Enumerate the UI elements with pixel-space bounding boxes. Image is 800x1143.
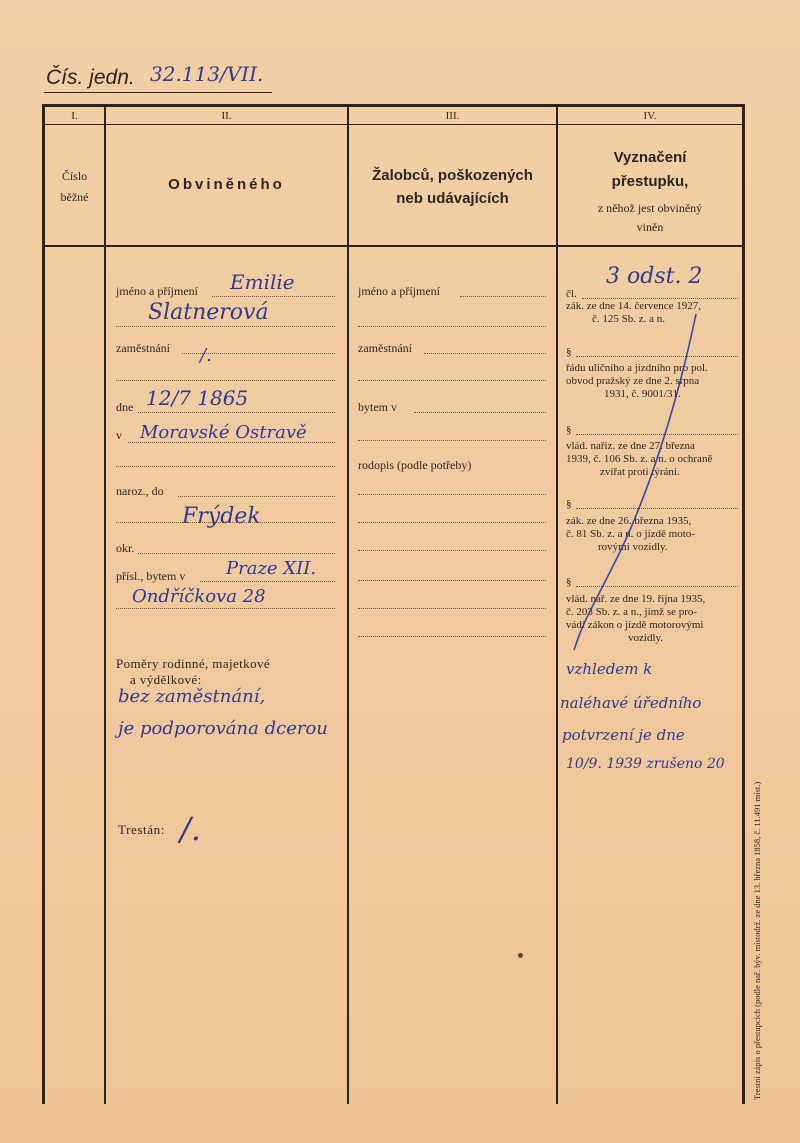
law4-line-1: zák. ze dne 26. března 1935,: [566, 515, 692, 527]
plaintiff-residence-line: [414, 412, 546, 413]
col-title-4: Vyznačení přestupku,: [611, 149, 689, 190]
accused-street-line: [116, 608, 335, 609]
offence-note-3: potvrzení je dne: [562, 726, 685, 744]
accused-born-line-2: [116, 522, 335, 523]
plaintiff-biography-label: rodopis (podle potřeby): [358, 458, 472, 472]
numbers-row-divider: [42, 124, 745, 125]
law4-line-2: č. 81 Sb. z. a n. o jízdě moto-: [566, 528, 695, 540]
law2-line-2: obvod pražský ze dne 2. srpna: [566, 375, 700, 387]
plaintiff-employment-label: zaměstnání: [358, 341, 412, 355]
strike-through-line: [556, 300, 746, 660]
accused-employment-label: zaměstnání: [116, 341, 170, 355]
plaintiff-name-line: [460, 296, 546, 297]
law5-line-1: vlád. nař. ze dne 19. října 1935,: [566, 593, 706, 605]
file-number-value: 32.113/VII.: [150, 62, 264, 86]
accused-circumstances-label-2: a výdělkové:: [130, 672, 202, 687]
law2-section-symbol: §: [566, 346, 572, 358]
law4-section-symbol: §: [566, 498, 572, 510]
file-number-label: Čís. jedn.: [46, 66, 135, 89]
accused-residence-city: Praze XII.: [226, 558, 317, 579]
col-num-4: IV.: [643, 110, 657, 122]
accused-circumstances-label-1: Poměry rodinné, majetkové: [116, 656, 271, 671]
accused-employment: /.: [200, 345, 212, 366]
law3-line-1: vlád. nařiz. ze dne 27. března: [566, 440, 695, 452]
table-left-border: [42, 104, 45, 1104]
accused-name-line: [212, 296, 335, 297]
table-top-border: [42, 104, 745, 107]
plaintiff-name-label: jméno a příjmení: [358, 284, 440, 298]
file-number-underline: [44, 92, 272, 93]
plaintiff-line-a: [358, 494, 546, 495]
plaintiff-line-c: [358, 550, 546, 551]
accused-circumstances-value-1: bez zaměstnání,: [118, 686, 266, 707]
plaintiff-residence-line-2: [358, 440, 546, 441]
accused-surname-line: [116, 326, 335, 327]
col-num-3: III.: [445, 110, 460, 122]
accused-punished-value: /.: [180, 810, 201, 848]
accused-name-label: jméno a příjmení: [116, 284, 198, 298]
accused-employment-line-2: [116, 380, 335, 381]
accused-place-prefix: v: [116, 428, 122, 442]
side-note-box: [752, 688, 766, 1100]
col-divider-2: [347, 104, 349, 1104]
paper-speck: [518, 953, 523, 958]
plaintiff-line-f: [358, 636, 546, 637]
plaintiff-employment-line: [424, 353, 546, 354]
accused-punished-label: Trestán:: [118, 822, 165, 837]
header-row-divider: [42, 245, 745, 247]
offence-par-label: čl.: [566, 288, 577, 300]
accused-first-name: Emilie: [230, 270, 295, 294]
accused-district-line: [138, 553, 335, 554]
col-num-2: II.: [221, 110, 232, 122]
accused-born-line: [178, 496, 335, 497]
offence-par-value: 3 odst. 2: [606, 264, 703, 289]
law2-line-1: řádu uličního a jízdního pro pol.: [566, 362, 708, 374]
offence-note-2: naléhavé úředního: [560, 694, 702, 712]
col-divider-1: [104, 104, 106, 1104]
accused-residence-label: přísl., bytem v: [116, 569, 186, 583]
col-title-2: Obviněného: [168, 176, 285, 193]
col-title-1: Číslo běžné: [60, 169, 89, 204]
accused-residence-line: [200, 581, 335, 582]
accused-date-line: [138, 412, 335, 413]
col-num-1: I.: [71, 110, 78, 122]
law3-line-2: 1939, č. 106 Sb. z. a n. o ochraně: [566, 453, 713, 465]
law1-line-2: č. 125 Sb. z. a n.: [592, 313, 666, 325]
law1-line-1: zák. ze dne 14. července 1927,: [566, 300, 701, 312]
offence-note-4: 10/9. 1939 zrušeno 20: [566, 756, 725, 772]
accused-district-label: okr.: [116, 541, 135, 555]
law3-line-3: zvířat proti týrání.: [600, 466, 680, 478]
plaintiff-line-e: [358, 608, 546, 609]
plaintiff-name-line-2: [358, 326, 546, 327]
offence-note-1: vzhledem k: [566, 660, 653, 678]
accused-born-label: naroz., do: [116, 484, 164, 498]
law4-line-3: rovými vozidly.: [598, 541, 668, 553]
accused-circumstances-value-2: je podporována dcerou: [118, 718, 328, 739]
plaintiff-residence-label: bytem v: [358, 400, 397, 414]
law5-line-4: vozidly.: [628, 632, 664, 644]
law5-line-2: č. 203 Sb. z. a n., jímž se pro-: [566, 606, 698, 618]
law5-section-symbol: §: [566, 576, 572, 588]
offence-par-line: [582, 298, 738, 299]
accused-surname: Slatnerová: [148, 300, 269, 325]
col-title-3: Žalobců, poškozených neb udávajících: [372, 167, 533, 207]
accused-district-value: Frýdek: [182, 504, 261, 529]
side-note-text: Trestní zápis o přestupcích (podle nař. býv. místodrž. ze dne 13. března 1858, č. 11.491 míst.): [752, 781, 762, 1100]
accused-birth-date: 12/7 1865: [146, 386, 249, 410]
accused-residence-street: Ondříčkova 28: [132, 586, 266, 607]
accused-place-line-2: [116, 466, 335, 467]
accused-birth-place: Moravské Ostravě: [140, 422, 307, 443]
law5-line-3: vádí zákon o jízdě motorovými: [566, 619, 704, 631]
law2-line-3: 1931, č. 9001/31.: [604, 388, 681, 400]
plaintiff-line-d: [358, 580, 546, 581]
law3-section-symbol: §: [566, 424, 572, 436]
accused-date-label: dne: [116, 400, 134, 414]
plaintiff-employment-line-2: [358, 380, 546, 381]
col-subtitle-4: z něhož jest obviněný viněn: [597, 201, 703, 234]
plaintiff-line-b: [358, 522, 546, 523]
